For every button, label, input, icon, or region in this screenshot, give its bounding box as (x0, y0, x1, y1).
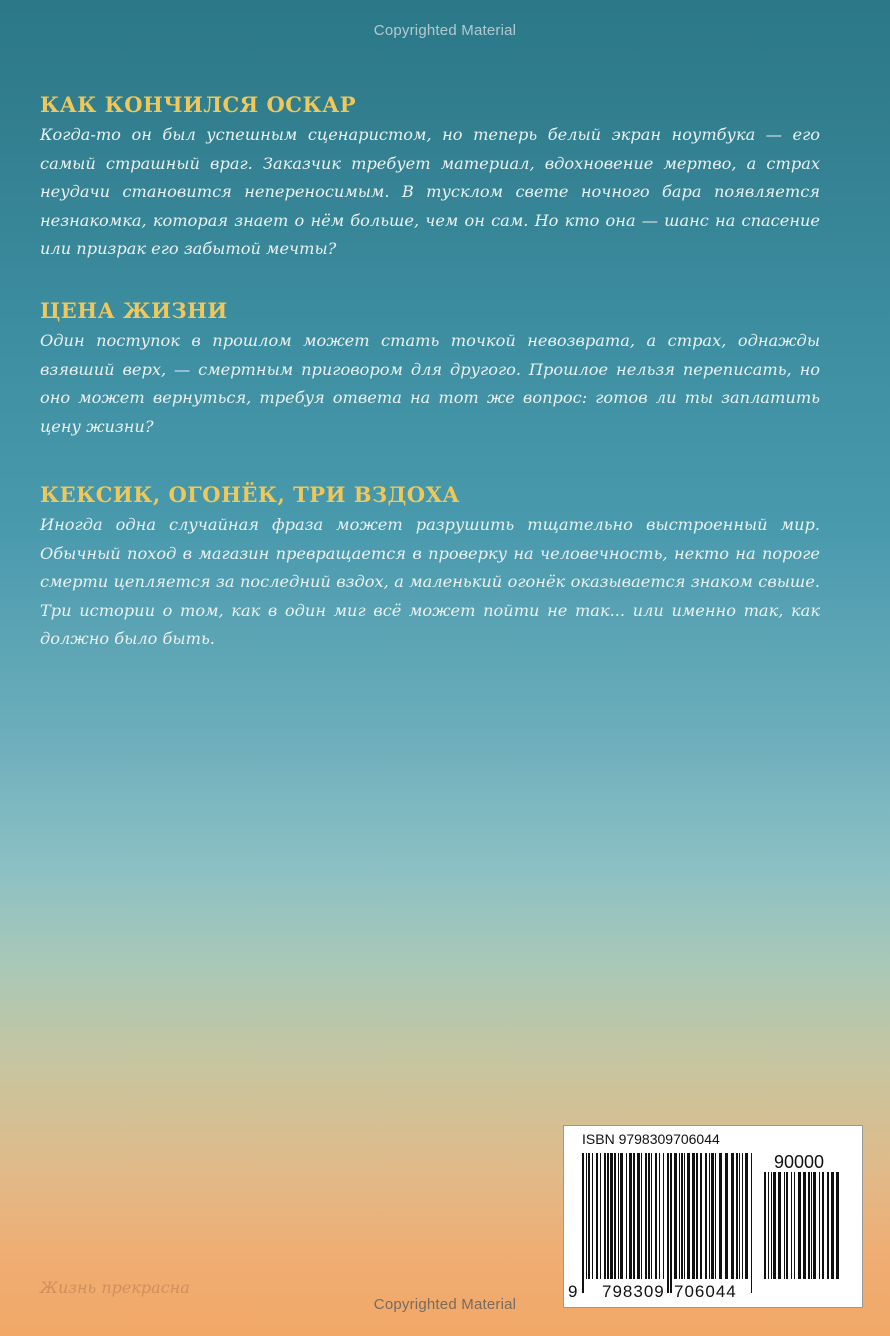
barcode-bar (764, 1172, 766, 1279)
barcode-bar (836, 1172, 839, 1279)
barcode-bar (725, 1153, 728, 1279)
barcode-bar (645, 1153, 647, 1279)
barcode-addon-bars-icon (764, 1172, 844, 1293)
barcode-bar (751, 1153, 752, 1293)
section-text: Иногда одна случайная фраза может разрушить тщательно выстроенный мир. Обычный поход в магазин превращается в проверку на человечность, некто на пороге смерти цепляется за последний вздох, а маленький огонёк оказывается знаком свыше. Три истории о том, как в один миг всё может пойти не так... или именно так, как должно было быть. (40, 515, 820, 648)
barcode-bar (582, 1153, 584, 1293)
barcode-bars-icon (582, 1153, 757, 1293)
barcode-bar (719, 1153, 722, 1279)
barcode-bar (692, 1153, 695, 1279)
section-kak-konchilsya-oskar (40, 92, 820, 264)
barcode-bar (607, 1153, 609, 1279)
barcode-bar (736, 1153, 738, 1279)
isbn-label: ISBN 9798309706044 (582, 1131, 720, 1147)
barcode-bar (784, 1172, 785, 1279)
barcode-bar (700, 1153, 702, 1279)
barcode-bar (614, 1153, 616, 1279)
barcode-bar (798, 1172, 801, 1279)
barcode-bar (637, 1153, 640, 1279)
barcode-bar (709, 1153, 710, 1279)
barcode-bar (696, 1153, 698, 1279)
barcode-bar (586, 1153, 587, 1279)
barcode-bar (610, 1153, 613, 1279)
barcode-bar (626, 1153, 627, 1279)
watermark-top: Copyrighted Material (373, 22, 517, 39)
isbn-barcode (563, 1125, 863, 1308)
barcode-bar (687, 1153, 690, 1279)
barcode-bar (600, 1153, 601, 1279)
barcode-bar (786, 1172, 788, 1279)
barcode-bar (674, 1153, 677, 1279)
barcode-bar (768, 1172, 769, 1279)
barcode-bar (588, 1153, 590, 1279)
barcode-bar (715, 1153, 716, 1279)
section-heading: КАК КОНЧИЛСЯ ОСКАР (40, 92, 356, 117)
barcode-bar (604, 1153, 606, 1279)
barcode-bar (827, 1172, 829, 1279)
barcode-bar (592, 1153, 593, 1279)
barcode-bar (731, 1153, 734, 1279)
barcode-bar (711, 1153, 714, 1279)
barcode-bar (705, 1153, 707, 1279)
barcode-bar (791, 1172, 792, 1279)
barcode-bar (679, 1153, 680, 1279)
price-code: 90000 (774, 1152, 825, 1172)
barcode-bar (742, 1153, 743, 1279)
barcode-bar (819, 1172, 820, 1279)
barcode-bar (618, 1153, 619, 1279)
section-keksik-ogonek (40, 482, 820, 654)
barcode-bar (831, 1172, 834, 1279)
barcode-bar (620, 1153, 623, 1279)
barcode-bar (745, 1153, 748, 1279)
barcode-digit-lead: 9 (568, 1282, 578, 1301)
barcode-bar (596, 1153, 598, 1279)
barcode-digits-right: 706044 (674, 1282, 737, 1301)
section-heading: ЦЕНА ЖИЗНИ (40, 298, 228, 323)
barcode-bar (771, 1172, 772, 1279)
barcode-bar (811, 1172, 812, 1279)
footer-tagline: Жизнь прекрасна (40, 1278, 190, 1297)
barcode-bar (641, 1153, 642, 1279)
barcode-bar (808, 1172, 810, 1279)
section-heading: КЕКСИК, ОГОНЁК, ТРИ ВЗДОХА (40, 482, 460, 507)
barcode-bar (681, 1153, 683, 1279)
barcode-bar (773, 1172, 776, 1279)
barcode-bar (803, 1172, 806, 1279)
barcode-digits-left: 798309 (602, 1282, 665, 1301)
section-tsena-zhizni (40, 298, 820, 441)
barcode-bar (629, 1153, 632, 1279)
barcode-bar (655, 1153, 657, 1279)
barcode-bar (684, 1153, 685, 1279)
barcode-bar (633, 1153, 635, 1279)
section-text: Один поступок в прошлом может стать точкой невозврата, а страх, однажды взявший верх, — смертным приговором для другого. Прошлое нельзя переписать, но оно может вернуться, требуя ответа на тот же вопрос: готов ли ты заплатить цену жизни? (40, 331, 820, 436)
watermark-bottom: Copyrighted Material (373, 1296, 517, 1313)
barcode-bar (794, 1172, 795, 1279)
barcode-bar (739, 1153, 740, 1279)
barcode-bar (667, 1153, 669, 1293)
barcode-bar (648, 1153, 650, 1279)
barcode-bar (663, 1153, 664, 1279)
barcode-bar (651, 1153, 652, 1279)
barcode-bar (813, 1172, 816, 1279)
barcode-bar (659, 1153, 660, 1279)
section-text: Когда-то он был успешным сценаристом, но теперь белый экран ноутбука — его самый страшный враг. Заказчик требует материал, вдохновение мертво, а страх неудачи становится непереносимым. В тусклом свете ночного бара появляется незнакомка, которая знает о нём больше, чем он сам. Но кто она — шанс на спасение или призрак его забытой мечты? (40, 125, 820, 258)
barcode-bar (822, 1172, 824, 1279)
barcode-bar (778, 1172, 781, 1279)
barcode-bar (670, 1153, 672, 1293)
